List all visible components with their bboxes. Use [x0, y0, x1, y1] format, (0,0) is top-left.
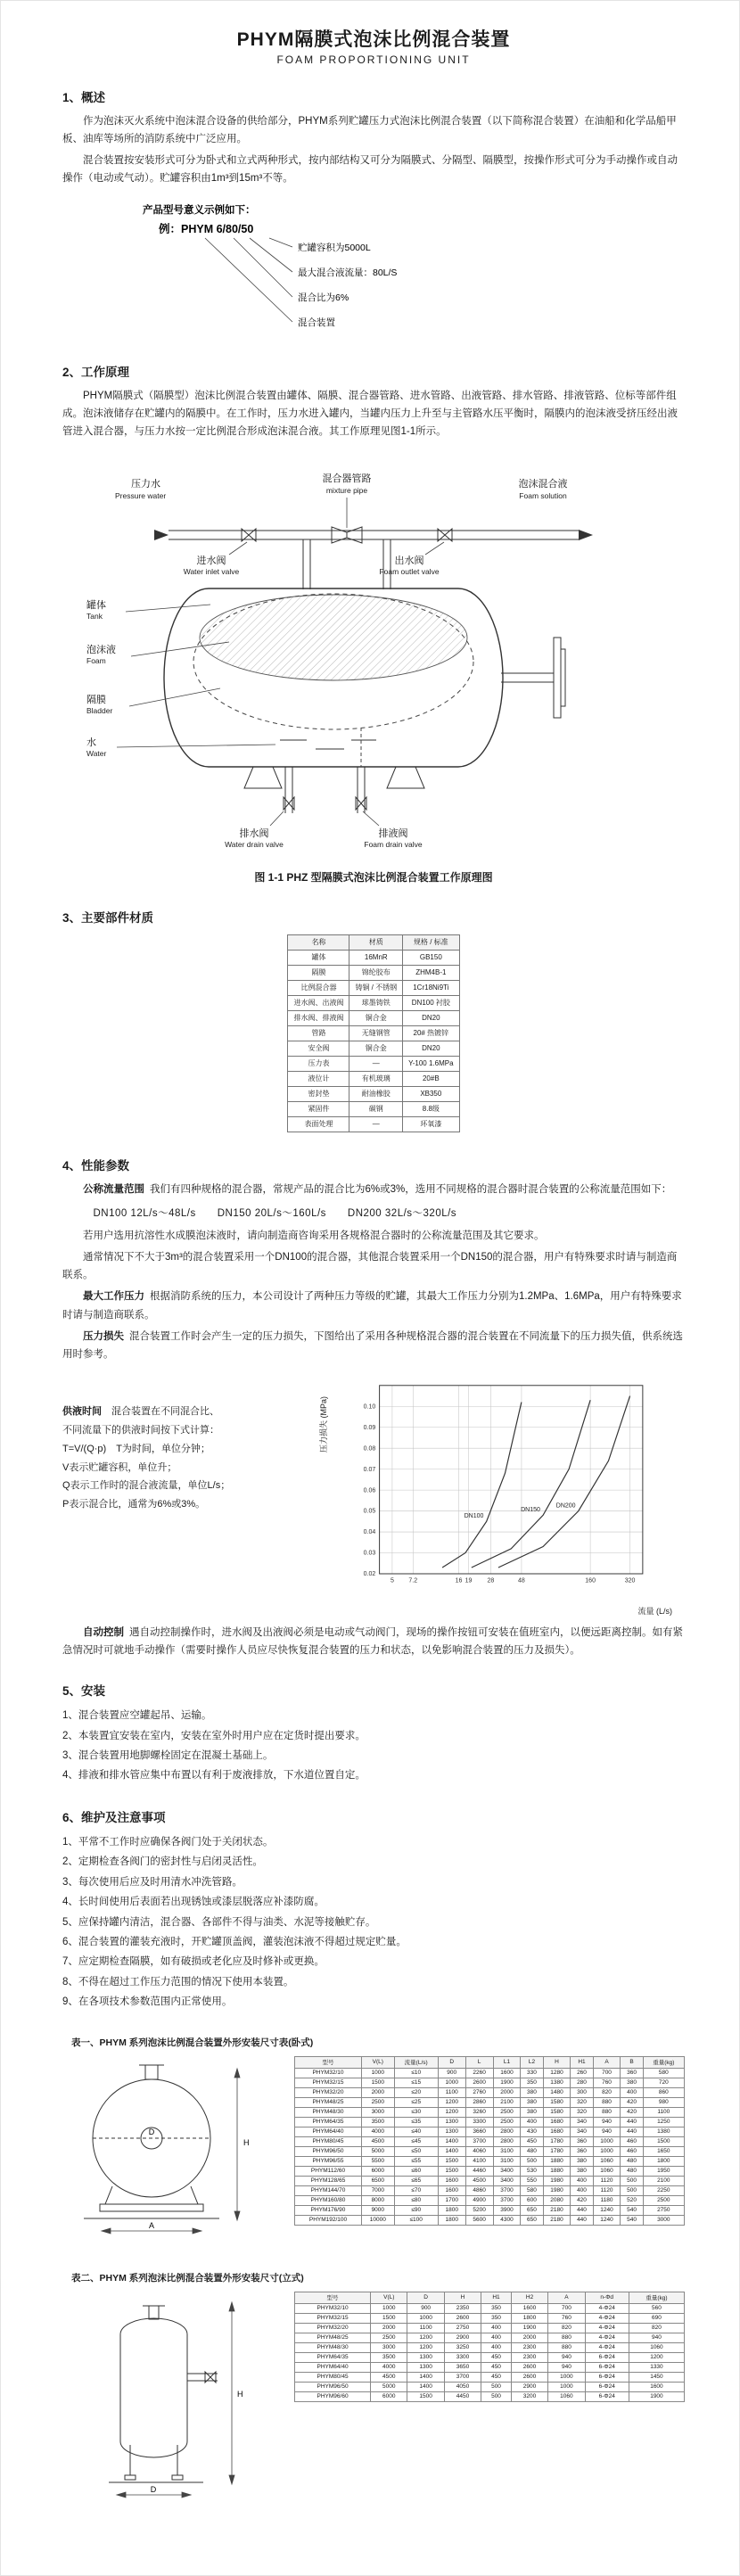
- table-row: PHYM176/90 9000 ≤90 1800 5200 3900 650 2180 440 1240 540 2750: [295, 2205, 685, 2215]
- vertical-tank-outline: [109, 2306, 218, 2482]
- table-row: PHYM96/50 5000 ≤50 1400 4060 3100 480 1780 360 1000 460 1650: [295, 2146, 685, 2156]
- dim-label-d2: D: [150, 2484, 157, 2494]
- table-row: PHYM96/55 5500 ≤55 1500 4100 3100 500 1880 380 1060 480 1800: [295, 2156, 685, 2166]
- section-overview-heading: 1、概述: [62, 91, 106, 104]
- foam-drain-valve-label-cn: 排液阀: [378, 827, 408, 839]
- horizontal-tank-dimensions: [102, 2069, 240, 2234]
- table-row: 管路 无缝钢管 20# 热镀锌: [288, 1025, 459, 1041]
- maintain-item-6: 6、混合装置的灌装充液时，开贮罐顶盖阀，灌装泡沫液不得超过规定贮量。: [62, 1936, 407, 1947]
- pressure-water-label-en: Pressure water: [115, 490, 167, 500]
- performance-paragraph-3: 若用户选用抗溶性水成膜泡沫液时，请向制造商咨询采用各规格混合器时的公称流量范围及其它要求。: [83, 1230, 545, 1241]
- foam-region: [200, 595, 467, 680]
- table-row: PHYM32/15 1500 1000 2600 350 1800 760 4-Φ24 690: [295, 2313, 685, 2323]
- supply-time-line-5: P表示混合比，通常为6%或3%。: [62, 1499, 206, 1510]
- pressure-water-label-cn: 压力水: [131, 478, 160, 490]
- auto-control-text: 遇自动控制操作时，进水阀及出液阀必须是电动或气动阀门，现场的操作按钮可安装在值班室内，以便远距离控制。如有紧急情况时可就地手动操作（需要时操作人员应尽快恢复混合装置的压力和状态，以免影响混合装置的压力及损失）。: [62, 1626, 683, 1656]
- doc-title: PHYM隔膜式泡沫比例混合装置: [236, 29, 511, 50]
- supply-time-line-4: Q表示工作时的混合液流量，单位L/s；: [62, 1480, 231, 1492]
- supply-time-line-0: [62, 1403, 317, 1421]
- install-item-3: 3、混合装置用地脚螺栓固定在混凝土基础上。: [62, 1749, 274, 1761]
- table-row: PHYM64/35 3500 1300 3300 450 2300 940 6-Φ24 1200: [295, 2352, 685, 2362]
- materials-table: [287, 934, 459, 1132]
- chart-x-tick: 28: [487, 1577, 495, 1584]
- table-row: 安全阀 铜合金 DN20: [288, 1041, 459, 1056]
- table-row: 表面处理 — 环氧漆: [288, 1116, 459, 1132]
- water-drain-valve-label-cn: 排水阀: [239, 827, 269, 839]
- model-callout-ratio: 混合比为6%: [298, 292, 349, 303]
- chart-y-tick: 0.02: [363, 1571, 376, 1578]
- table-row: PHYM64/40 4000 1300 3650 450 2600 940 6-Φ24 1330: [295, 2362, 685, 2372]
- chart-series-label: DN100: [464, 1512, 484, 1519]
- section-materials-heading: 3、主要部件材质: [62, 910, 154, 925]
- figure-1-diagram: [79, 455, 668, 856]
- figure-1-wrap: [62, 455, 685, 860]
- chart-x-tick: 160: [585, 1577, 596, 1584]
- chart-y-tick: 0.06: [363, 1487, 376, 1494]
- chart-series-DN150: [472, 1400, 590, 1568]
- pipe-connectors: [303, 539, 391, 589]
- doc-subtitle: FOAM PROPORTIONING UNIT: [276, 53, 471, 66]
- table-row: 紧固件 碳钢 8.8级: [288, 1101, 459, 1116]
- supply-time-lead: 供液时间: [62, 1405, 102, 1417]
- overview-paragraph-1: 作为泡沫灭火系统中泡沫混合设备的供给部分，PHYM系列贮罐压力式泡沫比例混合装置（以下简称混合装置）在油船和化学品船甲板、油库等场所的消防系统中广泛应用。: [62, 116, 677, 145]
- nominal-flow-range-line: DN100 12L/s～48L/s DN150 20L/s～160L/s DN200 32L/s～320L/s: [93, 1208, 457, 1219]
- model-intro: 产品型号意义示例如下：: [143, 204, 256, 216]
- overview-paragraph-2: 混合装置按安装形式可分为卧式和立式两种形式，按内部结构又可分为隔膜式、分隔型、隔膜型，按操作形式可分为手动操作或自动操作（电动或气动）。贮罐容积由1m³到15m³不等。: [62, 155, 678, 185]
- performance-paragraph-4: 通常情况下不大于3m³的混合装置采用一个DN100的混合器，其他混合装置采用一个DN150的混合器，用户有特殊要求时请与制造商联系。: [62, 1252, 678, 1281]
- table-row: 排水阀、排液阀 铜合金 DN20: [288, 1010, 459, 1025]
- chart-series-label: DN150: [521, 1506, 540, 1513]
- table-row: 隔膜 锦纶胶布 ZHM4B-1: [288, 965, 459, 980]
- install-item-1: 1、混合装置应空罐起吊、运输。: [62, 1710, 212, 1722]
- mixture-pipe-label-cn: 混合器管路: [322, 473, 372, 484]
- table2-title: 表二、PHYM 系列泡沫比例混合装置外形安装尺寸(立式): [71, 2272, 304, 2284]
- supply-time-line-1: 不同流量下的供液时间按下式计算：: [62, 1424, 219, 1436]
- supply-time-text-0: 混合装置在不同混合比、: [111, 1405, 219, 1417]
- performance-chart-row: [62, 1376, 685, 1617]
- foam-drain-valve-label-en: Foam drain valve: [364, 839, 423, 849]
- performance-p1-lead: 公称流量范围: [83, 1183, 144, 1195]
- foam-solution-arrow-icon: [579, 530, 593, 540]
- model-designation-diagram: [143, 201, 685, 341]
- maintain-item-3: 3、每次使用后应及时用清水冲洗管路。: [62, 1876, 243, 1888]
- chart-frame: [380, 1386, 643, 1574]
- table-row: PHYM32/10 1000 900 2350 350 1600 700 4-Φ24 560: [295, 2303, 685, 2313]
- install-item-2: 2、本装置宜安装在室内，安装在室外时用户应在定货时提出要求。: [62, 1730, 366, 1741]
- water-marks: [280, 740, 376, 749]
- model-callout-flow: 最大混合液流量：80L/S: [298, 267, 398, 278]
- table-row: PHYM192/100 10000 ≤100 1800 5600 4300 650 2180 440 1240 540 3000: [295, 2215, 685, 2225]
- tank-label-en: Tank: [86, 611, 103, 621]
- table-row: PHYM48/30 3000 1200 3250 400 2300 880 4-Φ24 1060: [295, 2342, 685, 2352]
- foam-outlet-valve-label-cn: 出水阀: [394, 555, 424, 566]
- table-row: PHYM32/20 2000 ≤20 1100 2760 2000 380 1480 300 820 400 860: [295, 2087, 685, 2097]
- dim-label-h: H: [243, 2137, 250, 2147]
- table-row: 比例混合器 铸铜 / 不锈钢 1Cr18Ni9Ti: [288, 980, 459, 995]
- performance-paragraph-5: [62, 1288, 685, 1323]
- chart-series-DN100: [442, 1402, 522, 1567]
- chart-y-tick: 0.03: [363, 1550, 376, 1557]
- foam-outlet-valve-label-en: Foam outlet valve: [379, 566, 440, 576]
- foam-solution-label-cn: 泡沫混合液: [518, 478, 568, 490]
- table-row: 罐体 16MnR GB150: [288, 950, 459, 965]
- chart-series-label: DN200: [555, 1502, 576, 1510]
- tank-saddles: [244, 767, 424, 788]
- table-header-row: 型号 V(L) 流量(L/s) D L L1 L2 H H1 A B 重量(kg): [295, 2056, 685, 2068]
- chart-y-tick: 0.09: [363, 1424, 376, 1431]
- table-row: PHYM160/80 8000 ≤80 1700 4900 3700 600 2080 420 1180 520 2500: [295, 2195, 685, 2205]
- chart-y-tick: 0.08: [363, 1445, 376, 1453]
- bladder-label-cn: 隔膜: [86, 694, 106, 705]
- tank-label-cn: 罐体: [86, 599, 106, 611]
- section-install-heading: 5、安装: [62, 1684, 106, 1699]
- foam-label-cn: 泡沫液: [86, 644, 116, 655]
- horizontal-dimensions-table: [294, 2056, 685, 2226]
- foam-label-en: Foam: [86, 655, 106, 665]
- model-example: 例：PHYM 6/80/50: [159, 222, 254, 235]
- table-row: 密封垫 耐油橡胶 XB350: [288, 1086, 459, 1101]
- chart-y-tick: 0.04: [363, 1529, 376, 1536]
- model-designation-svg: [143, 201, 553, 336]
- supply-time-line-2: T=V/(Q·p) T为时间，单位分钟；: [62, 1443, 210, 1454]
- table1-title: 表一、PHYM 系列泡沫比例混合装置外形安装尺寸表(卧式): [71, 2037, 314, 2048]
- horizontal-tank-drawing: [62, 2056, 284, 2243]
- table-header-row: 名称 材质 规格 / 标准: [288, 934, 459, 950]
- supply-time-line-3: V表示贮罐容积，单位升；: [62, 1461, 177, 1473]
- bladder-label-en: Bladder: [86, 705, 113, 715]
- water-drain-valve-label-en: Water drain valve: [225, 839, 284, 849]
- table-row: PHYM128/65 6500 ≤65 1600 4500 3400 550 1980 400 1120 500 2100: [295, 2176, 685, 2185]
- water-inlet-valve-label-en: Water inlet valve: [183, 566, 240, 576]
- dim-label-d: D: [148, 2127, 155, 2136]
- table-row: PHYM48/25 2500 1200 2900 400 2000 880 4-Φ24 940: [295, 2333, 685, 2342]
- chart-x-tick: 5: [390, 1577, 394, 1584]
- chart-y-tick: 0.05: [363, 1508, 376, 1515]
- auto-control-lead: 自动控制: [83, 1626, 124, 1638]
- performance-p1-text: 我们有四种规格的混合器，常规产品的混合比为6%或3%，选用不同规格的混合器时混合装置的公称流量范围如下：: [150, 1183, 672, 1195]
- install-item-4: 4、排液和排水管应集中布置以有利于废液排放，下水道位置自定。: [62, 1770, 366, 1782]
- horizontal-tank-outline: [84, 2065, 219, 2218]
- mixture-pipe-lines: [169, 531, 579, 539]
- venturi-mixer-icon: [332, 527, 362, 543]
- chart-x-tick: 48: [518, 1577, 525, 1584]
- maintain-item-7: 7、应定期检查隔膜，如有破损或老化应及时修补或更换。: [62, 1956, 325, 1968]
- model-callout-device: 混合装置: [298, 317, 335, 328]
- table-row: PHYM80/45 4500 ≤45 1400 3700 2800 450 1780 360 1000 460 1500: [295, 2136, 685, 2146]
- chart-y-tick: 0.10: [363, 1403, 376, 1411]
- vertical-tank-drawing-wrap: [62, 2292, 284, 2510]
- chart-y-axis-label: 压力损失 (MPa): [319, 1395, 328, 1453]
- performance-p5-lead: 最大工作压力: [83, 1291, 144, 1303]
- vertical-tank-dimensions: [117, 2302, 234, 2498]
- table2-block: [62, 2292, 685, 2510]
- maintain-item-5: 5、应保持罐内清洁，混合器、各部件不得与油类、水泥等接触贮存。: [62, 1916, 376, 1928]
- dim-label-h2: H: [237, 2389, 243, 2399]
- chart-x-tick: 7.2: [408, 1577, 418, 1584]
- table-row: PHYM96/60 6000 1500 4450 500 3200 1060 6-Φ24 1900: [295, 2391, 685, 2401]
- chart-x-tick: 19: [465, 1577, 473, 1584]
- table-row: 压力表 — Y-100 1.6MPa: [288, 1056, 459, 1071]
- table-row: PHYM48/30 3000 ≤30 1200 3260 2500 380 1580 320 880 420 1100: [295, 2107, 685, 2117]
- section-principle-heading: 2、工作原理: [62, 365, 130, 379]
- dim-label-a: A: [148, 2220, 155, 2230]
- figure-1-caption: 图 1-1 PHZ 型隔膜式泡沫比例混合装置工作原理图: [254, 870, 493, 884]
- section-maintain-heading: 6、维护及注意事项: [62, 1810, 166, 1824]
- vertical-tank-drawing: [62, 2292, 250, 2506]
- performance-p6-text: 混合装置工作时会产生一定的压力损失，下图给出了采用各种规格混合器的混合装置在不同流量下的压力损失值，供系统选用时参考。: [62, 1330, 683, 1360]
- water-label-en: Water: [86, 748, 107, 758]
- maintain-item-9: 9、在各项技术参数范围内正常使用。: [62, 1996, 233, 2008]
- chart-x-tick: 16: [455, 1577, 463, 1584]
- water-inlet-valve-label-cn: 进水阀: [196, 555, 226, 566]
- table-row: PHYM64/40 4000 ≤40 1300 3660 2800 430 1680 340 940 440 1380: [295, 2127, 685, 2136]
- pressure-loss-chart: [337, 1376, 654, 1599]
- performance-paragraph-6: [62, 1328, 685, 1363]
- model-callout-lines: [205, 238, 292, 322]
- chart-x-tick: 320: [624, 1577, 636, 1584]
- foam-solution-label-en: Foam solution: [519, 490, 567, 500]
- outlet-nozzle: [501, 638, 565, 718]
- table-row: PHYM32/10 1000 ≤10 900 2260 1600 330 1280 260 700 360 580: [295, 2068, 685, 2078]
- maintain-item-8: 8、不得在超过工作压力范围的情况下使用本装置。: [62, 1976, 294, 1988]
- table-row: PHYM96/50 5000 1400 4050 500 2900 1000 6-Φ24 1600: [295, 2382, 685, 2391]
- performance-paragraph-1: [62, 1181, 685, 1198]
- chart-y-tick: 0.07: [363, 1466, 376, 1473]
- performance-p6-lead: 压力损失: [83, 1330, 124, 1342]
- water-label-cn: 水: [86, 737, 96, 748]
- table-header-row: 型号 V(L) D H H1 H2 A n-Φd 重量(kg): [295, 2292, 685, 2303]
- table1-block: [62, 2056, 685, 2248]
- maintain-item-2: 2、定期检查各阀门的密封性与启闭灵活性。: [62, 1856, 263, 1868]
- model-callout-volume: 贮罐容积为5000L: [298, 242, 371, 253]
- table-row: PHYM32/15 1500 ≤15 1000 2600 1900 350 1380 280 760 380 720: [295, 2078, 685, 2087]
- principle-paragraph: PHYM隔膜式（隔膜型）泡沫比例混合装置由罐体、隔膜、混合器管路、进水管路、出液管路、排水管路、排液管路、位标等部件组成。泡沫液储存在贮罐内的隔膜中。在工作时，压力水进入罐内，当罐内压力上升至与主管路水压平衡时，隔膜内的泡沫液受挤压经出液管进入混合器，与压力水按一定比例混合形成泡沫混合液。其工作原理见图1-1所示。: [62, 390, 678, 437]
- table-row: 进水阀、出液阀 球墨铸铁 DN100 衬胶: [288, 995, 459, 1010]
- table-row: PHYM144/70 7000 ≤70 1600 4860 3700 580 1980 400 1120 500 2250: [295, 2185, 685, 2195]
- table-row: 液位计 有机玻璃 20#B: [288, 1071, 459, 1086]
- maintain-item-4: 4、长时间使用后表面若出现锈蚀或漆层脱落应补漆防腐。: [62, 1897, 325, 1908]
- section-performance-heading: 4、性能参数: [62, 1158, 130, 1173]
- maintain-item-1: 1、平常不工作时应确保各阀门处于关闭状态。: [62, 1836, 274, 1848]
- pressure-water-arrow-icon: [154, 530, 169, 540]
- pressure-loss-chart-block: [317, 1376, 685, 1617]
- chart-x-axis-label: 流量 (L/s): [637, 1606, 672, 1616]
- auto-control-paragraph: [62, 1624, 685, 1659]
- table-row: PHYM32/20 2000 1100 2750 400 1900 820 4-Φ24 820: [295, 2323, 685, 2333]
- mixture-pipe-label-en: mixture pipe: [325, 485, 368, 495]
- horizontal-tank-drawing-wrap: [62, 2056, 284, 2248]
- table-row: PHYM48/25 2500 ≤25 1200 2860 2100 380 1580 320 880 420 980: [295, 2097, 685, 2107]
- performance-p5-text: 根据消防系统的压力，本公司设计了两种压力等级的贮罐，其最大工作压力分别为1.2MPa、1.6MPa，用户有特殊要求时请与制造商联系。: [62, 1291, 682, 1321]
- supply-time-block: [62, 1376, 317, 1514]
- table-row: PHYM64/35 3500 ≤35 1300 3300 2500 400 1680 340 940 440 1250: [295, 2117, 685, 2127]
- table-row: PHYM80/45 4500 1400 3700 450 2600 1000 6-Φ24 1450: [295, 2372, 685, 2382]
- vertical-dimensions-table: [294, 2292, 685, 2402]
- table-row: PHYM112/60 6000 ≤60 1500 4460 3400 530 1880 380 1060 480 1950: [295, 2166, 685, 2176]
